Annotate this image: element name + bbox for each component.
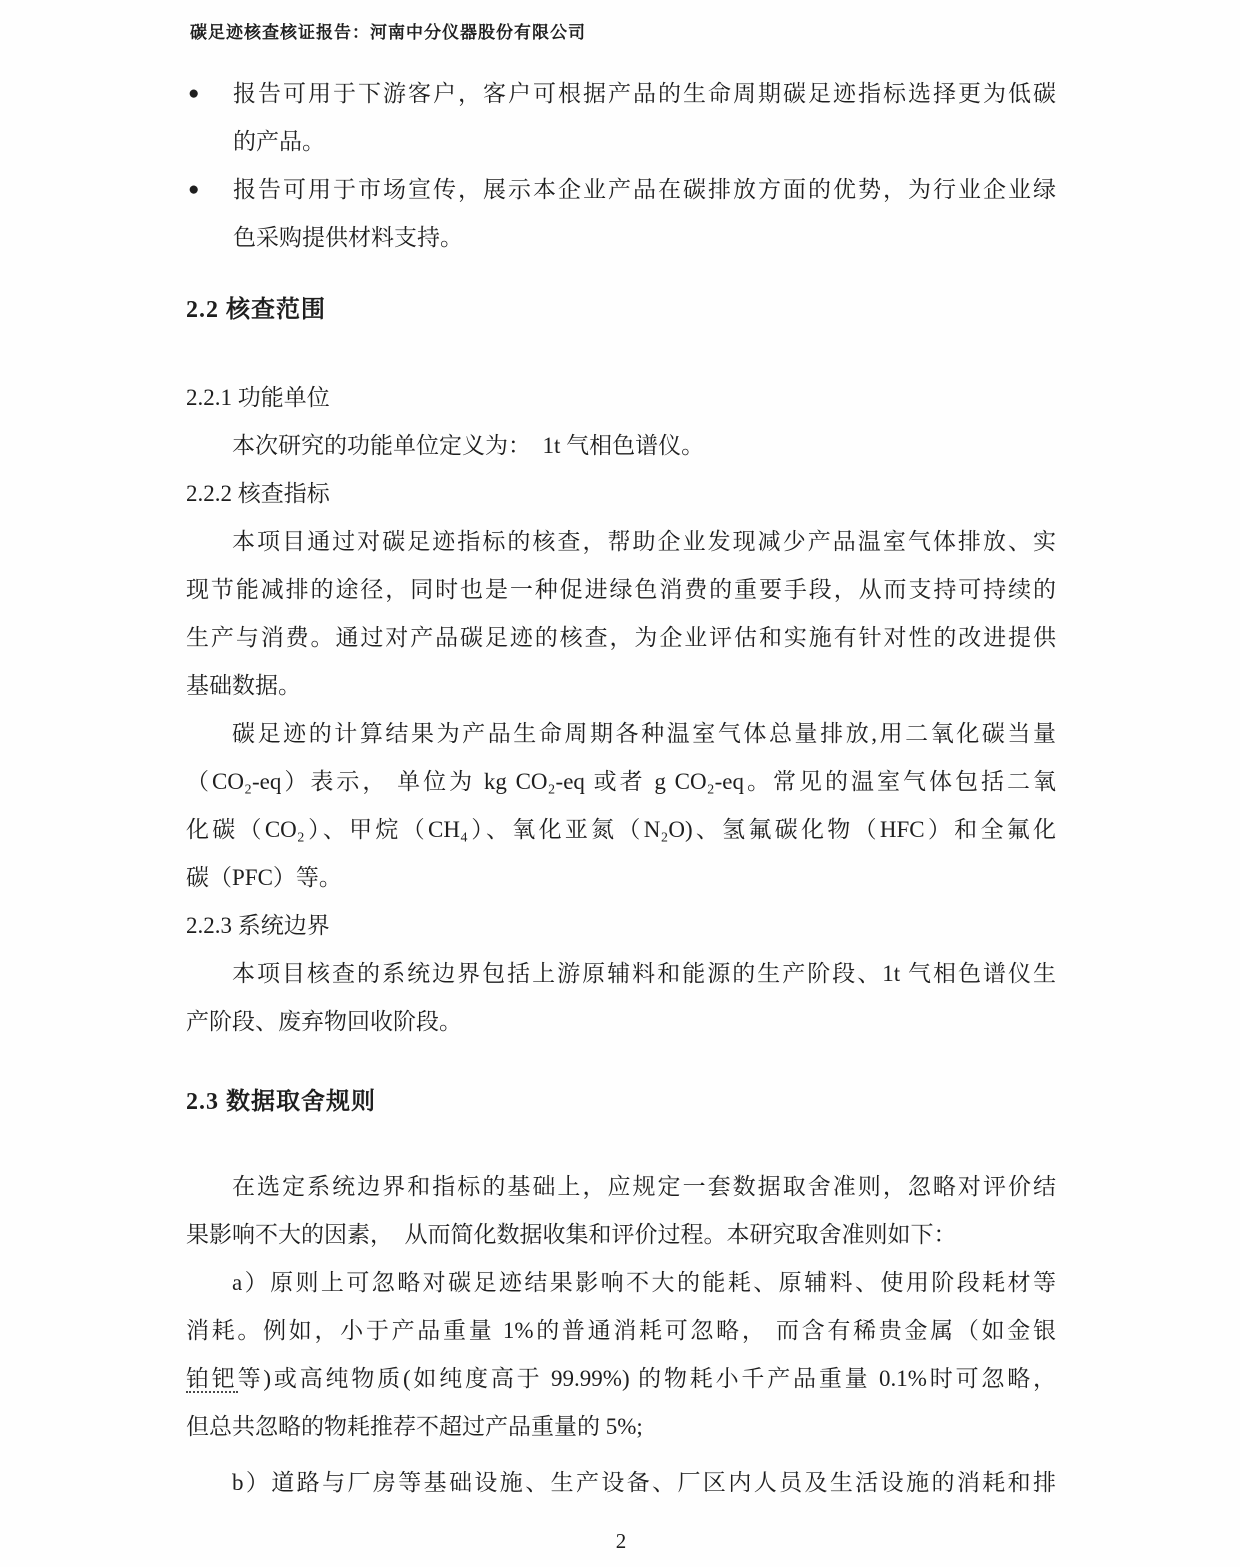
section-heading-2-2-3: 2.2.3 系统边界 xyxy=(186,913,330,938)
text-line: （CO₂-eq）表示， 单位为 kg CO₂-eq 或者 g CO₂-eq。常见的温室气体包括二氧 xyxy=(186,769,1056,794)
text-line: b）道路与厂房等基础设施、生产设备、厂区内人员及生活设施的消耗和排 xyxy=(232,1470,1056,1495)
text-line: 果影响不大的因素， 从而简化数据收集和评价过程。本研究取舍准则如下： xyxy=(186,1222,957,1247)
bullet-icon: ● xyxy=(188,83,200,104)
text-line: 本项目核查的系统边界包括上游原辅料和能源的生产阶段、1t 气相色谱仪生 xyxy=(232,961,1056,986)
text-line: 现节能减排的途径，同时也是一种促进绿色消费的重要手段，从而支持可持续的 xyxy=(186,577,1056,602)
bullet-list xyxy=(186,70,1056,262)
marked-term: 铂钯 xyxy=(186,1366,238,1391)
text-line: 但总共忽略的物耗推荐不超过产品重量的 5%; xyxy=(186,1414,643,1439)
text-line: 本次研究的功能单位定义为： 1t 气相色谱仪。 xyxy=(232,433,705,458)
text-line: 碳（PFC）等。 xyxy=(186,865,342,890)
section-heading-2-2-2: 2.2.2 核查指标 xyxy=(186,481,330,506)
section-heading-2-2-1: 2.2.1 功能单位 xyxy=(186,385,330,410)
text-line xyxy=(186,1355,1056,1403)
bullet-text xyxy=(233,166,1056,262)
text-line: 化碳（CO₂）、甲烷（CH₄）、氧化亚氮（N₂O)、氢氟碳化物（HFC）和全氟化 xyxy=(186,817,1056,842)
text-line: 生产与消费。通过对产品碳足迹的核查，为企业评估和实施有针对性的改进提供 xyxy=(186,625,1056,650)
text-line: a）原则上可忽略对碳足迹结果影响不大的能耗、原辅料、使用阶段耗材等 xyxy=(232,1270,1056,1295)
text-line: 消耗。例如，小于产品重量 1%的普通消耗可忽略， 而含有稀贵金属（如金银 xyxy=(186,1318,1056,1343)
text-line: 碳足迹的计算结果为产品生命周期各种温室气体总量排放,用二氧化碳当量 xyxy=(232,721,1056,746)
bullet-icon: ● xyxy=(188,179,200,200)
bullet-text xyxy=(233,70,1056,166)
document-header-title: 碳足迹核查核证报告：河南中分仪器股份有限公司 xyxy=(190,23,586,42)
text-line: 报告可用于下游客户，客户可根据产品的生命周期碳足迹指标选择更为低碳 xyxy=(233,81,1056,106)
text-line: 基础数据。 xyxy=(186,673,301,698)
page-number: 2 xyxy=(615,1529,627,1553)
text-line: 产阶段、废弃物回收阶段。 xyxy=(186,1009,462,1034)
section-heading-2-2: 2.2 核查范围 xyxy=(186,297,326,323)
text-line: 在选定系统边界和指标的基础上，应规定一套数据取舍准则，忽略对评价结 xyxy=(232,1174,1056,1199)
text-segment: 等)或高纯物质(如纯度高于 99.99%) 的物耗小千产品重量 0.1%时可忽略， xyxy=(237,1366,1057,1391)
list-item xyxy=(186,166,1056,262)
text-line: 的产品。 xyxy=(233,129,325,154)
text-line: 本项目通过对碳足迹指标的核查，帮助企业发现减少产品温室气体排放、实 xyxy=(232,529,1056,554)
text-line: 色采购提供材料支持。 xyxy=(233,225,463,250)
list-item xyxy=(186,70,1056,166)
text-line: 报告可用于市场宣传，展示本企业产品在碳排放方面的优势，为行业企业绿 xyxy=(233,177,1056,202)
section-heading-2-3: 2.3 数据取舍规则 xyxy=(186,1089,376,1115)
